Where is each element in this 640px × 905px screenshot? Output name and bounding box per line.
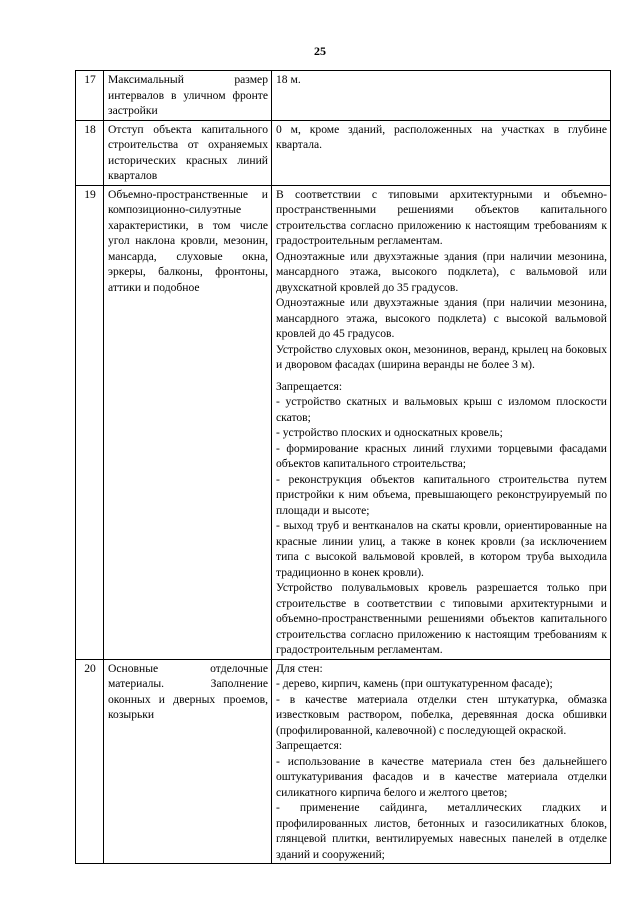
page-number: 25	[314, 44, 326, 58]
requirement-paragraph: - устройство скатных и вальмовых крыш с изломом плоскости скатов;	[276, 395, 607, 424]
requirement-paragraph: - использование в качестве материала стен без дальнейшего оштукатуривания фасадов и в качестве материала отделки силикатного кирпича белого и желтого цветов;	[276, 754, 607, 799]
requirement-paragraph: Одноэтажные или двухэтажные здания (при наличии мезонина, мансардного этажа, высокого подклета), с вальмовой или двухскатной кровлей до 35 градусов.	[276, 249, 607, 294]
row-criterion: Объемно-пространственные и композиционно-силуэтные характеристики, в том числе угол наклона кровли, мезонин, мансарда, слуховые окна, эркеры, балконы, фронтоны, аттики и подобное	[104, 185, 272, 659]
requirement-paragraph: - реконструкция объектов капитального строительства путем пристройки к ним объема, превышающего реконструируемый по площади и высоте;	[276, 472, 607, 517]
row-criterion: Максимальный размер интервалов в уличном фронте застройки	[104, 71, 272, 121]
requirement-paragraph: - устройство плоских и односкатных кровель;	[276, 426, 503, 439]
requirement-paragraph: 0 м, кроме зданий, расположенных на участках в глубине квартала.	[276, 122, 607, 151]
requirement-paragraph: - формирование красных линий глухими торцевыми фасадами объектов капитального строительства;	[276, 441, 607, 470]
row-requirement	[272, 185, 611, 659]
table-row	[76, 659, 611, 864]
row-number: 19	[76, 185, 104, 659]
table-body	[76, 71, 611, 864]
row-requirement	[272, 71, 611, 121]
requirement-paragraph: Для стен:	[276, 661, 323, 675]
row-number: 20	[76, 659, 104, 864]
table-row	[76, 71, 611, 121]
requirement-paragraph: - дерево, кирпич, камень (при оштукатуренном фасаде);	[276, 677, 553, 690]
table-row	[76, 185, 611, 659]
requirement-paragraph: 18 м.	[276, 73, 301, 86]
requirements-table	[75, 70, 611, 864]
requirement-paragraph: Запрещается:	[276, 379, 343, 393]
table-row	[76, 120, 611, 185]
requirement-paragraph: Одноэтажные или двухэтажные здания (при наличии мезонина, мансардного этажа, высокого подклета) с высокой вальмовой кровлей до 45 градусов.	[276, 296, 607, 340]
row-requirement	[272, 120, 611, 185]
requirement-paragraph: - применение сайдинга, металлических гладких и профилированных листов, бетонных и газосиликатных блоков, глянцевой плитки, вентилируемых навесных панелей в отделке зданий и сооружений;	[276, 801, 607, 861]
row-criterion: Отступ объекта капитального строительства от охраняемых исторических красных линий кварталов	[104, 120, 272, 185]
row-criterion: Основные отделочные материалы. Заполнение оконных и дверных проемов, козырьки	[104, 659, 272, 864]
requirement-paragraph: Устройство полувальмовых кровель разрешается только при строительстве в соответствии с типовыми архитектурными и объемно-пространственными решениями объектов капитального строительства согласно приложению к настоящим требованиям к градостроительным регламентам.	[276, 581, 607, 656]
requirement-paragraph: - выход труб и вентканалов на скаты кровли, ориентированные на красные линии улиц, а также в конек кровли (за исключением типа с высокой вальмовой кровлей, в котором труба выходила традиционно в конек кровли).	[276, 519, 607, 579]
row-number: 18	[76, 120, 104, 185]
requirement-paragraph: - в качестве материала отделки стен штукатурка, обмазка известковым раствором, побелка, деревянная доска обшивки (профилированной, калевочной) с последующей окраской.	[276, 692, 607, 737]
row-requirement	[272, 659, 611, 864]
row-number: 17	[76, 71, 104, 121]
requirement-paragraph: Запрещается:	[276, 739, 343, 752]
requirement-paragraph: В соответствии с типовыми архитектурными и объемно-пространственными решениями объектов капитального строительства согласно приложению к настоящим требованиям к градостроительным регламентам.	[276, 187, 607, 247]
requirement-paragraph: Устройство слуховых окон, мезонинов, веранд, крылец на боковых и дворовом фасадах (ширина веранды не более 3 м).	[276, 342, 607, 371]
